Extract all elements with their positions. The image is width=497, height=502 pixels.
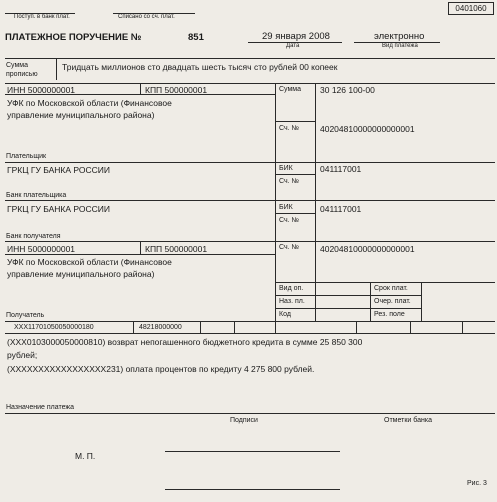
rule-purpose-bottom [5,413,495,414]
purpose-line-1: (XXX0103000050000810) возврат непогашенного бюджетного кредита в сумме 25 850 300 [7,337,363,347]
amount-words-divider [56,58,57,80]
payee-kpp: КПП 500000001 [145,244,208,254]
rule-payer-bank-bottom [5,200,495,201]
amount-words-value: Тридцать миллионов сто двадцать шесть тысяч сто рублей 00 копеек [62,62,338,72]
payee-bank-label: Банк получателя [6,233,61,240]
signature-line-2 [165,489,340,490]
signature-line-1 [165,451,340,452]
document-date: 29 января 2008 [262,31,330,42]
rule-opfields-2 [275,308,421,309]
vline-main [275,83,276,321]
payee-account-value: 40204810000000000001 [320,244,415,254]
kbk-code: XXX11701050050000180 [14,324,94,331]
payee-bik-label: БИК [279,204,293,211]
okato-code: 48218000000 [139,324,182,331]
received-label: Поступ. в банк плат. [14,14,70,20]
rule-payer-bottom [5,162,495,163]
payee-inn: ИНН 5000000001 [7,244,76,254]
payee-name-2: управление муниципального района) [7,269,155,279]
rule-payee-inn-bottom [5,254,275,255]
payment-type-label: Вид платежа [382,43,418,49]
rule-sum-bottom [275,121,315,122]
rule-payee-bank-mid [275,213,315,214]
amount-words-label-2: прописью [6,71,38,78]
rule-tax-bottom [5,333,495,334]
vline-op-mid [370,282,371,321]
payment-type: электронно [374,31,425,42]
rule-payer-top [5,83,495,84]
purpose-line-3: (XXXXXXXXXXXXXXXXX231) оплата процентов по кредиту 4 275 800 рублей. [7,364,315,374]
payer-corr-account-label: Сч. № [279,178,300,185]
document-title: ПЛАТЕЖНОЕ ПОРУЧЕНИЕ № [5,32,142,43]
purpose-line-2: рублей; [7,350,38,360]
tax-vline-5 [356,321,357,333]
tax-vline-1 [133,321,134,333]
payer-bik-label: БИК [279,165,293,172]
tax-vline-3 [234,321,235,333]
figure-caption: Рис. 3 [467,480,487,487]
payment-purpose-code-label: Наз. пл. [279,298,305,305]
vline-kpp-payee [140,241,141,254]
sum-label: Сумма [279,86,301,93]
tax-vline-6 [410,321,411,333]
tax-vline-4 [275,321,276,333]
rule-payee-bottom [5,321,495,322]
payer-inn: ИНН 5000000001 [7,85,76,95]
vline-right [315,83,316,321]
payee-corr-account-label: Сч. № [279,217,300,224]
rule-payee-bank-bottom [5,241,495,242]
rule-payer-bank-mid [275,174,315,175]
payer-bik-value: 041117001 [320,164,362,174]
payee-account-label: Сч. № [279,244,300,251]
vline-kpp-payer [140,83,141,94]
rule-opfields-1 [275,295,421,296]
payee-name-1: УФК по Московской области (Финансовое [7,257,172,267]
tax-vline-7 [462,321,463,333]
rule-amount-top [5,58,495,59]
amount-words-label-1: Сумма [6,62,28,69]
vline-op-right [421,282,422,321]
payee-bank-name: ГРКЦ ГУ БАНКА РОССИИ [7,204,111,214]
purpose-label: Назначение платежа [6,404,74,411]
payer-name-1: УФК по Московской области (Финансовое [7,98,172,108]
payee-label: Получатель [6,312,45,319]
payer-label: Плательщик [6,153,47,160]
signatures-label: Подписи [230,417,258,424]
rule-opfields-top [275,282,495,283]
code-label: Код [279,311,291,318]
payer-account-label: Сч. № [279,125,300,132]
payer-bank-name: ГРКЦ ГУ БАНКА РОССИИ [7,165,111,175]
operation-type-label: Вид оп. [279,285,304,292]
form-code: 0401060 [448,2,494,15]
payer-account-value: 40204810000000000001 [320,124,415,134]
tax-vline-2 [200,321,201,333]
document-number: 851 [188,32,204,43]
bank-marks-label: Отметки банка [384,417,432,424]
date-label: Дата [286,43,300,49]
payment-priority-label: Очер. плат. [374,298,411,305]
payer-name-2: управление муниципального района) [7,110,155,120]
reserved-field-label: Рез. поле [374,311,405,318]
sum-value: 30 126 100-00 [320,85,375,95]
payee-bik-value: 041117001 [320,204,362,214]
payer-kpp: КПП 500000001 [145,85,208,95]
payment-term-label: Срок плат. [374,285,408,292]
debited-label: Списано со сч. плат. [118,14,175,20]
stamp-place-label: М. П. [75,451,96,461]
payer-bank-label: Банк плательщика [6,192,67,199]
